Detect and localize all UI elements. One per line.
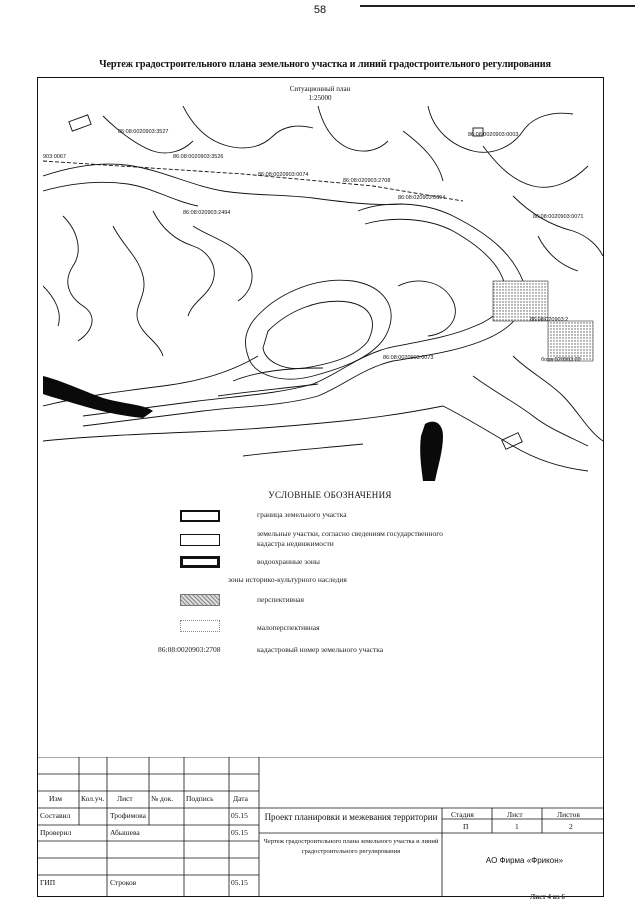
stage-value: П — [463, 822, 469, 831]
role-gip: ГИП — [40, 878, 56, 887]
map-linework — [43, 106, 603, 471]
legend-symbol-cadastral-plots — [180, 534, 220, 546]
map-label: 86:08:0020903:3526 — [173, 154, 224, 160]
sheet-label: Лист — [507, 810, 523, 819]
map-label: 86:08:0020903:0073 — [383, 355, 434, 361]
map-label: 86:08:0020903:0003 — [468, 132, 519, 138]
map-label: 86:08:020903:2494 — [183, 210, 231, 216]
page-number: 58 — [313, 4, 327, 16]
drawing-title: Чертеж градостроительного плана земельного участка и линий градостроительного регулирования — [99, 59, 551, 70]
map-label: 86:08:020903:2 — [530, 317, 569, 323]
legend-symbol-prospective — [180, 594, 220, 606]
map-label: 86:08:0020903:0071 — [533, 214, 584, 220]
role-compiled: Составил — [40, 811, 71, 820]
header-date: Дата — [233, 794, 248, 803]
date-compiled: 05.15 — [231, 811, 248, 820]
header-signature: Подпись — [186, 794, 214, 803]
legend-symbol-low-prospective — [180, 620, 220, 632]
title-block — [37, 757, 604, 897]
stage-label: Стадия — [451, 810, 474, 819]
drawing-name: Чертеж градостроительного плана земельного участка и линий градостроительного регулирования — [263, 838, 439, 855]
date-checked: 05.15 — [231, 828, 248, 837]
role-checked: Проверил — [40, 828, 72, 837]
header-kol-uch: Кол.уч. — [81, 794, 105, 803]
top-rule — [360, 5, 635, 7]
name-checked: Абышева — [110, 828, 140, 837]
name-compiled: Трофимова — [110, 811, 146, 820]
sheets-label: Листов — [557, 810, 580, 819]
legend-symbol-plot-boundary — [180, 510, 220, 522]
legend-heading: УСЛОВНЫЕ ОБОЗНАЧЕНИЯ — [268, 490, 392, 500]
map-label: 86:08:020903:2708 — [343, 178, 391, 184]
map-label: 86:08:0020903:3527 — [118, 129, 169, 135]
header-izm: Изм — [49, 794, 63, 803]
map-scale: 1:25000 — [308, 94, 332, 102]
legend-label: водоохранные зоны — [257, 557, 320, 566]
map-label: 903:0067 — [43, 154, 66, 160]
map-title-block — [240, 85, 400, 103]
legend-group-title: зоны историко-культурного наследия — [228, 575, 347, 584]
map-title: Ситуационный план — [289, 85, 351, 93]
sheet-footer: Лист 4 из 6 — [530, 893, 565, 901]
date-gip: 05.15 — [231, 878, 248, 887]
legend-cadastral-example: 86:08:0020903:2708 — [158, 645, 221, 654]
map-label: борв 020903:22 — [541, 357, 581, 363]
legend-label: малоперспективная — [257, 623, 320, 632]
map-label: 86:08:0020903:0074 — [258, 172, 309, 178]
project-name: Проект планировки и межевания территории — [264, 812, 438, 822]
legend-label: земельные участки, согласно сведениям государственного кадастра недвижимости — [257, 529, 443, 548]
sheet-value: 1 — [515, 822, 519, 831]
header-list: Лист — [117, 794, 133, 803]
legend-label: граница земельного участка — [257, 510, 347, 519]
situation-map — [43, 106, 603, 481]
legend-label: кадастровый номер земельного участка — [257, 645, 384, 654]
water-zone-fill-center — [420, 422, 443, 481]
name-gip: Строков — [110, 878, 137, 887]
legend-label: перспективная — [257, 595, 304, 604]
map-label: 86:08:020903:0094 — [398, 195, 446, 201]
water-zone-fill-left — [43, 376, 153, 418]
sheets-value: 2 — [569, 822, 573, 831]
legend-symbol-water-zones — [180, 556, 220, 568]
company-name: АО Фирма «Фрикон» — [485, 856, 564, 865]
header-doc: № док. — [151, 794, 174, 803]
